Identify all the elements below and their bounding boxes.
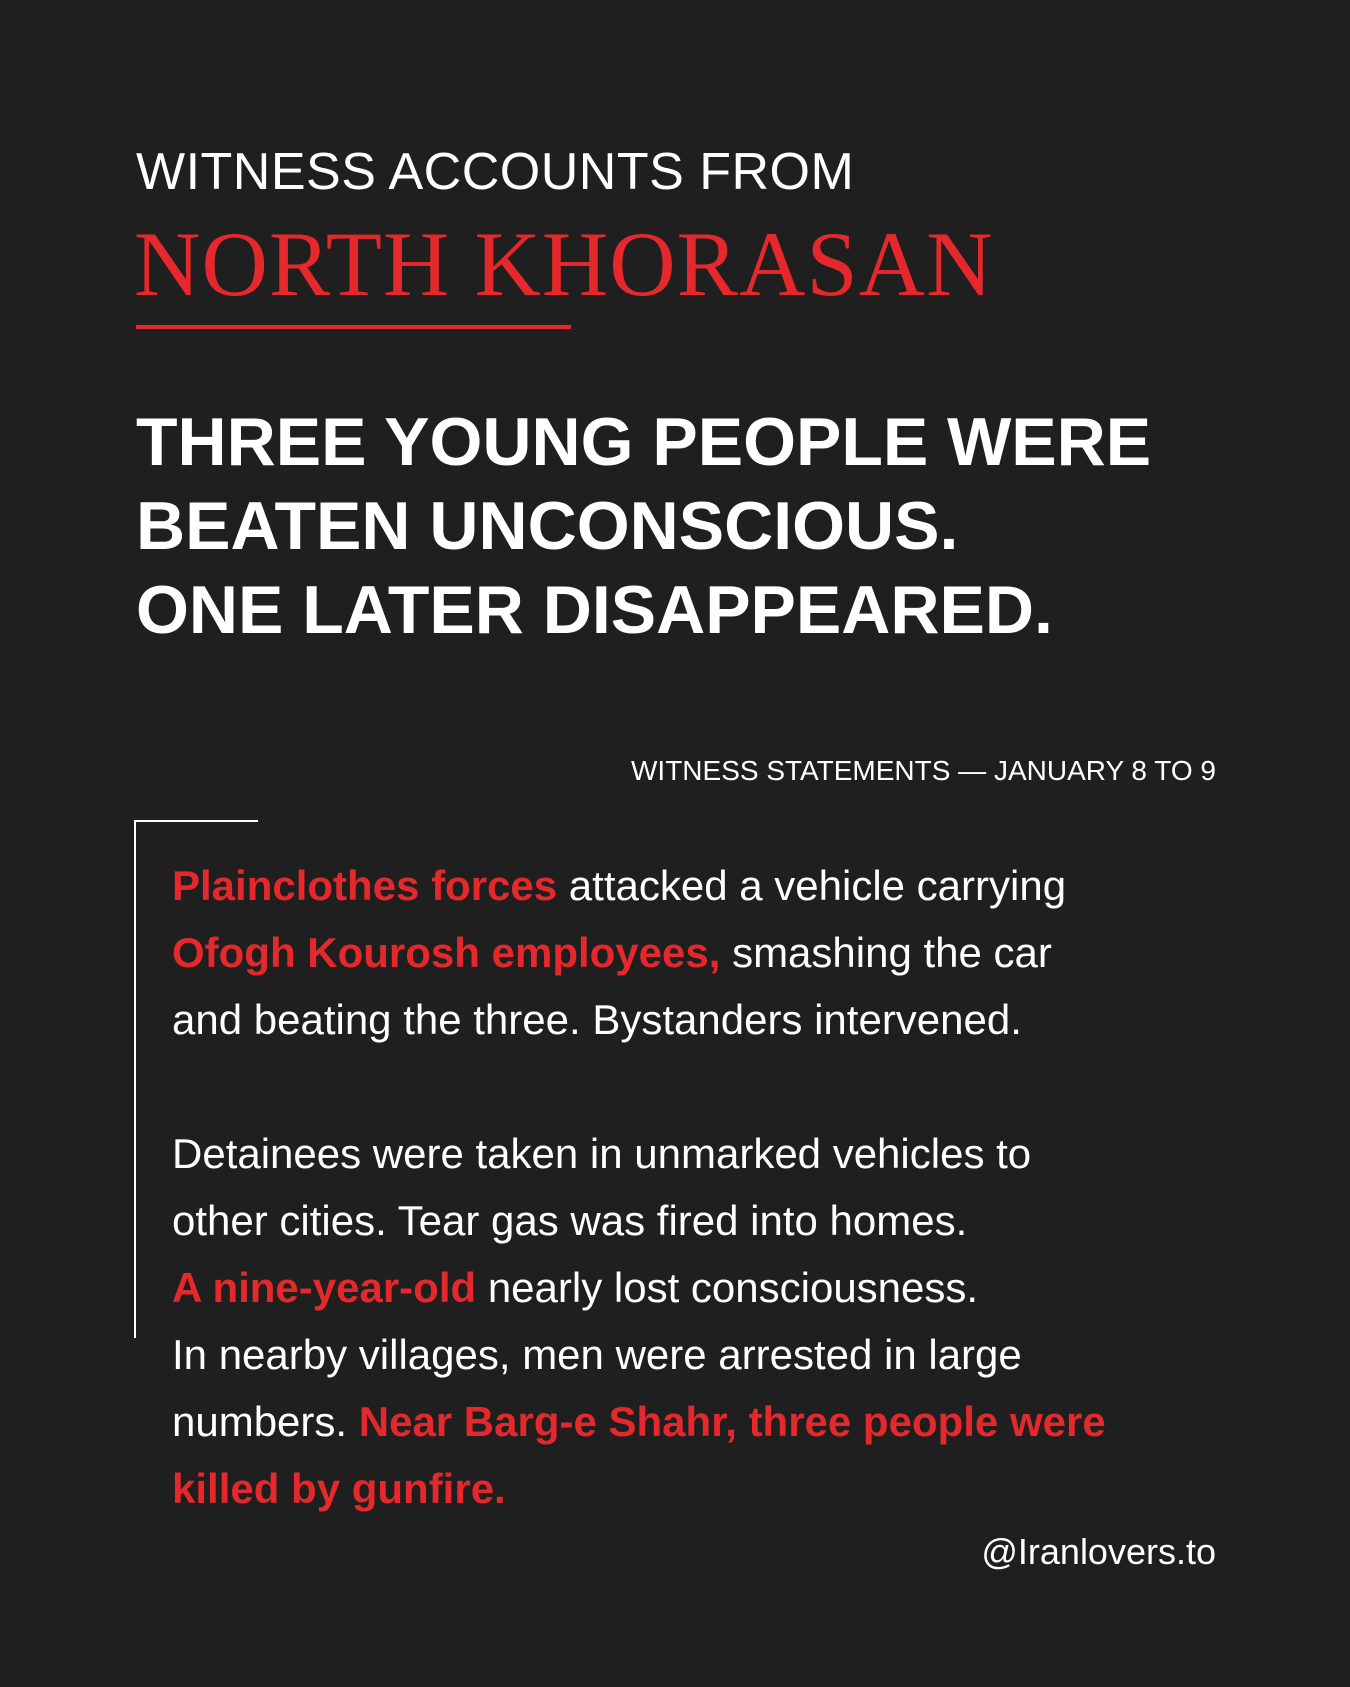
- body-line: [172, 852, 1212, 919]
- social-handle: @Iranlovers.to: [981, 1531, 1216, 1572]
- body-line: other cities. Tear gas was fired into homes.: [172, 1197, 968, 1244]
- paragraph-gap: [172, 1053, 1212, 1120]
- body-line: [172, 1455, 1212, 1522]
- body-text-span: attacked a vehicle carrying: [557, 862, 1067, 909]
- highlight-text: A nine-year-old: [172, 1264, 477, 1311]
- body-line: Detainees were taken in unmarked vehicles to: [172, 1130, 1032, 1177]
- body-line: [172, 1388, 1212, 1455]
- body-line: [172, 919, 1212, 986]
- headline-line-1: THREE YOUNG PEOPLE WERE: [136, 404, 1152, 480]
- body-text-span: smashing the car: [720, 929, 1052, 976]
- highlight-text: Plainclothes forces: [172, 862, 558, 909]
- eyebrow-title: WITNESS ACCOUNTS FROM: [136, 143, 855, 201]
- body-line: and beating the three. Bystanders intervened.: [172, 996, 1022, 1043]
- highlight-text: killed by gunfire.: [172, 1465, 506, 1512]
- body-text-span: nearly lost consciousness.: [476, 1264, 979, 1311]
- highlight-text: Ofogh Kourosh employees,: [172, 929, 721, 976]
- body-line: [172, 1254, 1212, 1321]
- headline: [136, 400, 1256, 652]
- witness-statement-body: [172, 852, 1212, 1522]
- dateline: WITNESS STATEMENTS — JANUARY 8 TO 9: [630, 755, 1216, 786]
- body-text-span: numbers.: [172, 1398, 359, 1445]
- title-underline-divider: [136, 325, 571, 329]
- body-line: In nearby villages, men were arrested in large: [172, 1331, 1022, 1378]
- region-title: NORTH KHORASAN: [134, 213, 994, 315]
- highlight-text: Near Barg-e Shahr, three people were: [358, 1398, 1106, 1445]
- headline-line-3: ONE LATER DISAPPEARED.: [136, 572, 1053, 648]
- headline-line-2: BEATEN UNCONSCIOUS.: [136, 488, 959, 564]
